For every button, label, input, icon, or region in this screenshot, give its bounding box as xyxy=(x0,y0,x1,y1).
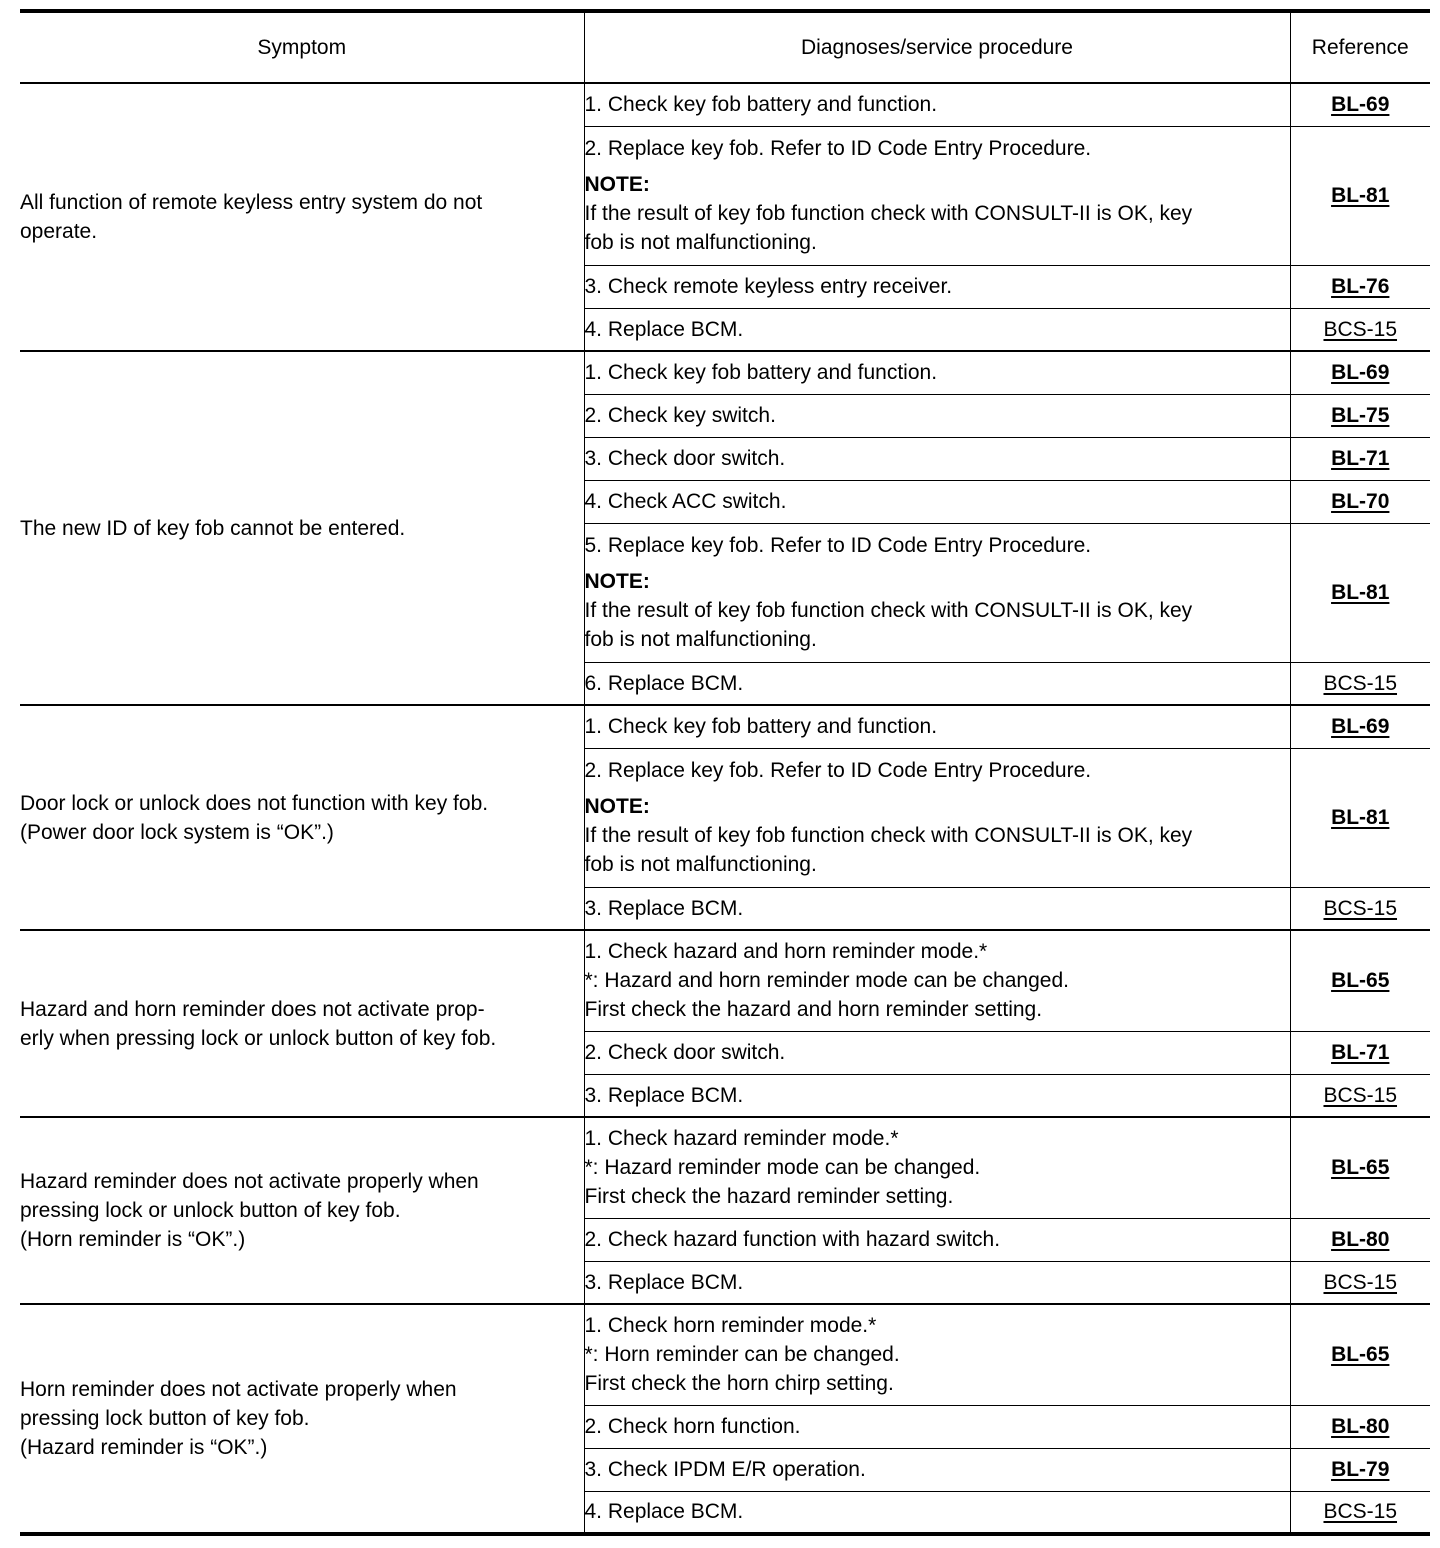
procedure-cell xyxy=(584,1491,1290,1534)
diagnosis-table xyxy=(20,9,1430,1536)
reference-cell xyxy=(1290,748,1430,887)
procedure-text: 2. Replace key fob. Refer to ID Code Entry Procedure. xyxy=(584,137,1092,160)
note-label: NOTE: xyxy=(584,570,650,593)
note-text: fob is not malfunctioning. xyxy=(584,231,817,254)
reference-cell xyxy=(1290,1405,1430,1448)
reference-cell xyxy=(1290,437,1430,480)
procedure-text: First check the hazard reminder setting. xyxy=(584,1185,954,1209)
reference-link[interactable]: BCS-15 xyxy=(1323,1270,1398,1294)
symptom-text: Door lock or unlock does not function with key fob. xyxy=(20,791,489,815)
symptom-text: All function of remote keyless entry system do not xyxy=(20,191,483,214)
procedure-text: 1. Check key fob battery and function. xyxy=(584,361,938,385)
symptom-group xyxy=(20,1117,1430,1304)
procedure-cell xyxy=(584,265,1290,308)
table-row xyxy=(20,83,1430,126)
reference-cell xyxy=(1290,1261,1430,1304)
procedure-text: *: Hazard and horn reminder mode can be changed. xyxy=(584,969,1069,993)
symptom-text: Horn reminder does not activate properly when xyxy=(20,1378,457,1401)
note-text: If the result of key fob function check with CONSULT-II is OK, key xyxy=(584,824,1193,847)
reference-link[interactable]: BL-65 xyxy=(1331,969,1390,993)
note-label: NOTE: xyxy=(584,795,650,818)
reference-link[interactable]: BCS-15 xyxy=(1323,896,1398,920)
reference-cell xyxy=(1290,887,1430,930)
symptom-text: erly when pressing lock or unlock button of key fob. xyxy=(20,1026,497,1050)
reference-cell xyxy=(1290,1218,1430,1261)
reference-link[interactable]: BL-81 xyxy=(1331,184,1390,207)
reference-link[interactable]: BL-71 xyxy=(1331,1041,1390,1064)
reference-cell xyxy=(1290,662,1430,705)
symptom-group xyxy=(20,1304,1430,1534)
symptom-text: (Power door lock system is “OK”.) xyxy=(20,820,334,844)
procedure-text: First check the horn chirp setting. xyxy=(584,1372,894,1396)
reference-link[interactable]: BCS-15 xyxy=(1323,1083,1398,1107)
reference-link[interactable]: BL-65 xyxy=(1331,1343,1390,1367)
reference-cell xyxy=(1290,83,1430,126)
header-reference: Reference xyxy=(1290,11,1430,83)
procedure-text: 3. Check IPDM E/R operation. xyxy=(584,1458,866,1481)
procedure-text: 6. Replace BCM. xyxy=(584,671,744,695)
procedure-cell xyxy=(584,437,1290,480)
procedure-cell xyxy=(584,394,1290,437)
procedure-text: First check the hazard and horn reminder setting. xyxy=(584,998,1043,1022)
reference-link[interactable]: BL-71 xyxy=(1331,447,1390,470)
symptom-cell xyxy=(20,83,584,351)
procedure-text: 2. Check hazard function with hazard switch. xyxy=(584,1228,1001,1251)
symptom-cell xyxy=(20,1304,584,1534)
reference-link[interactable]: BL-69 xyxy=(1331,361,1390,385)
procedure-text: 2. Check key switch. xyxy=(584,404,776,427)
reference-cell xyxy=(1290,1491,1430,1534)
symptom-text: pressing lock or unlock button of key fob. xyxy=(20,1199,401,1222)
header-symptom: Symptom xyxy=(20,11,584,83)
procedure-text: 3. Replace BCM. xyxy=(584,896,744,920)
header-procedure: Diagnoses/service procedure xyxy=(584,11,1290,83)
reference-cell xyxy=(1290,523,1430,662)
procedure-cell xyxy=(584,1405,1290,1448)
procedure-cell xyxy=(584,930,1290,1031)
reference-link[interactable]: BL-80 xyxy=(1331,1415,1390,1438)
symptom-cell xyxy=(20,705,584,930)
reference-cell xyxy=(1290,705,1430,748)
symptom-text: Hazard reminder does not activate properly when xyxy=(20,1170,479,1193)
symptom-text: operate. xyxy=(20,220,98,243)
reference-link[interactable]: BCS-15 xyxy=(1323,317,1398,341)
note-text: If the result of key fob function check with CONSULT-II is OK, key xyxy=(584,202,1193,225)
reference-cell xyxy=(1290,1304,1430,1405)
procedure-text: 1. Check key fob battery and function. xyxy=(584,715,938,739)
procedure-cell xyxy=(584,662,1290,705)
table-row xyxy=(20,705,1430,748)
reference-link[interactable]: BL-75 xyxy=(1331,404,1390,427)
reference-cell xyxy=(1290,1074,1430,1117)
reference-cell xyxy=(1290,394,1430,437)
symptom-text: pressing lock button of key fob. xyxy=(20,1407,310,1430)
procedure-cell xyxy=(584,83,1290,126)
symptom-group xyxy=(20,930,1430,1117)
symptom-group xyxy=(20,351,1430,705)
reference-link[interactable]: BL-70 xyxy=(1331,490,1390,513)
procedure-text: *: Hazard reminder mode can be changed. xyxy=(584,1156,981,1180)
procedure-cell xyxy=(584,126,1290,265)
note-text: fob is not malfunctioning. xyxy=(584,853,817,876)
reference-cell xyxy=(1290,1031,1430,1074)
note-label: NOTE: xyxy=(584,173,650,196)
symptom-cell xyxy=(20,930,584,1117)
table-header xyxy=(20,11,1430,83)
reference-link[interactable]: BL-65 xyxy=(1331,1156,1390,1180)
symptom-text: Hazard and horn reminder does not activate prop- xyxy=(20,997,485,1021)
symptom-cell xyxy=(20,1117,584,1304)
procedure-cell xyxy=(584,1031,1290,1074)
procedure-cell xyxy=(584,1261,1290,1304)
procedure-cell xyxy=(584,480,1290,523)
procedure-text: 1. Check horn reminder mode.* xyxy=(584,1314,877,1338)
symptom-text: (Hazard reminder is “OK”.) xyxy=(20,1436,268,1459)
procedure-text: 1. Check hazard and horn reminder mode.* xyxy=(584,940,988,964)
procedure-cell xyxy=(584,308,1290,351)
symptom-group xyxy=(20,83,1430,351)
procedure-cell xyxy=(584,351,1290,394)
procedure-text: 3. Replace BCM. xyxy=(584,1270,744,1294)
procedure-cell xyxy=(584,705,1290,748)
note-text: fob is not malfunctioning. xyxy=(584,628,817,651)
procedure-text: 5. Replace key fob. Refer to ID Code Entry Procedure. xyxy=(584,534,1092,557)
reference-cell xyxy=(1290,308,1430,351)
procedure-text: 4. Check ACC switch. xyxy=(584,490,787,513)
reference-cell xyxy=(1290,930,1430,1031)
reference-link[interactable]: BL-81 xyxy=(1331,806,1390,829)
procedure-cell xyxy=(584,1218,1290,1261)
symptom-text: The new ID of key fob cannot be entered. xyxy=(20,516,406,540)
reference-cell xyxy=(1290,1448,1430,1491)
procedure-text: *: Horn reminder can be changed. xyxy=(584,1343,900,1367)
procedure-cell xyxy=(584,887,1290,930)
procedure-cell xyxy=(584,1448,1290,1491)
procedure-cell xyxy=(584,523,1290,662)
reference-link[interactable]: BL-69 xyxy=(1331,93,1390,117)
procedure-cell xyxy=(584,1117,1290,1218)
table-row xyxy=(20,930,1430,1031)
reference-cell xyxy=(1290,480,1430,523)
symptom-group xyxy=(20,705,1430,930)
reference-link[interactable]: BL-76 xyxy=(1331,275,1390,298)
procedure-text: 4. Replace BCM. xyxy=(584,317,744,341)
reference-link[interactable]: BL-80 xyxy=(1331,1228,1390,1251)
procedure-text: 1. Check key fob battery and function. xyxy=(584,93,938,117)
reference-cell xyxy=(1290,351,1430,394)
reference-link[interactable]: BL-79 xyxy=(1331,1458,1390,1481)
table-row xyxy=(20,1304,1430,1405)
reference-link[interactable]: BL-69 xyxy=(1331,715,1390,739)
table-row xyxy=(20,1117,1430,1218)
reference-link[interactable]: BCS-15 xyxy=(1323,671,1398,695)
reference-cell xyxy=(1290,265,1430,308)
table-row xyxy=(20,351,1430,394)
symptom-cell xyxy=(20,351,584,705)
procedure-text: 3. Replace BCM. xyxy=(584,1083,744,1107)
procedure-text: 3. Check door switch. xyxy=(584,447,786,470)
procedure-text: 1. Check hazard reminder mode.* xyxy=(584,1127,899,1151)
reference-cell xyxy=(1290,126,1430,265)
procedure-cell xyxy=(584,1074,1290,1117)
procedure-text: 2. Check horn function. xyxy=(584,1415,801,1438)
note-text: If the result of key fob function check with CONSULT-II is OK, key xyxy=(584,599,1193,622)
reference-link[interactable]: BL-81 xyxy=(1331,581,1390,604)
procedure-cell xyxy=(584,748,1290,887)
procedure-text: 2. Check door switch. xyxy=(584,1041,786,1064)
procedure-text: 4. Replace BCM. xyxy=(584,1500,744,1524)
procedure-text: 3. Check remote keyless entry receiver. xyxy=(584,275,953,298)
procedure-text: 2. Replace key fob. Refer to ID Code Entry Procedure. xyxy=(584,759,1092,782)
procedure-cell xyxy=(584,1304,1290,1405)
reference-cell xyxy=(1290,1117,1430,1218)
reference-link[interactable]: BCS-15 xyxy=(1323,1500,1398,1524)
symptom-text: (Horn reminder is “OK”.) xyxy=(20,1228,246,1251)
